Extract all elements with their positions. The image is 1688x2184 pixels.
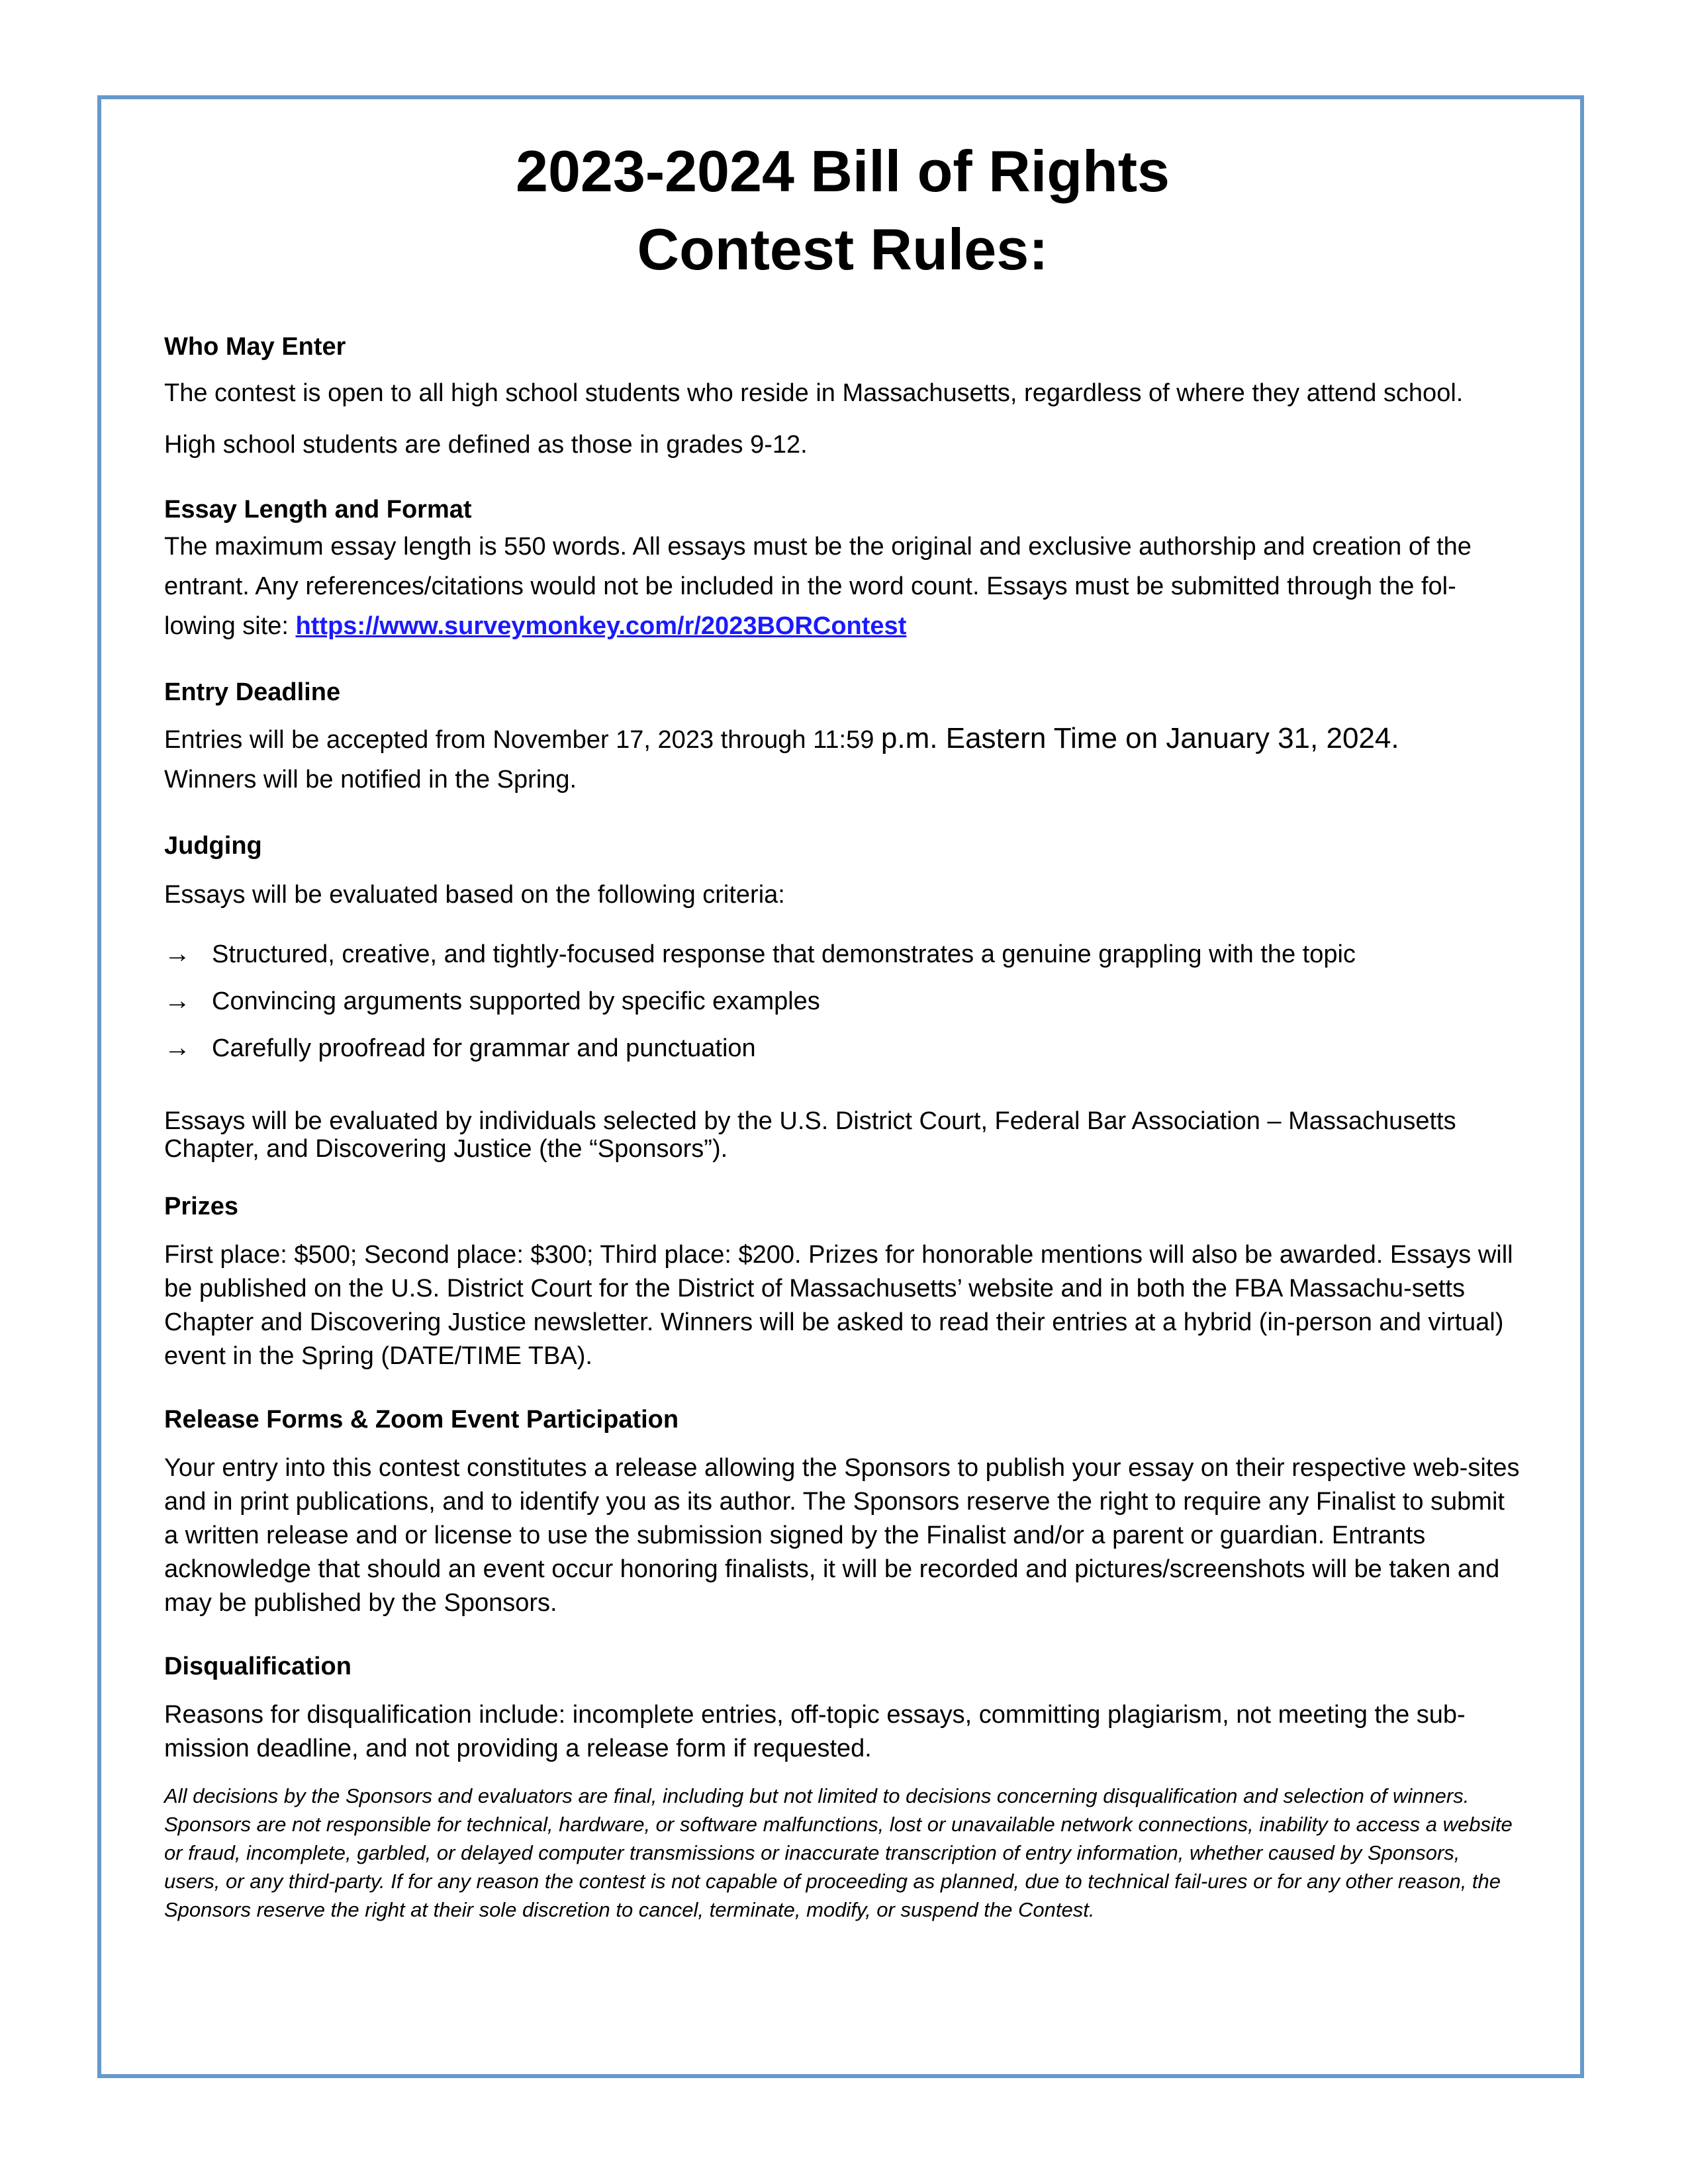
list-item — [164, 978, 1521, 1024]
heading-essay-format: Essay Length and Format — [164, 496, 472, 523]
heading-release-forms: Release Forms & Zoom Event Participation — [164, 1406, 679, 1433]
heading-prizes: Prizes — [164, 1193, 238, 1220]
who-paragraph-2: High school students are defined as those in grades 9-12. — [164, 431, 808, 459]
section-release-forms — [164, 1402, 1521, 1620]
arrow-right-icon: → — [164, 986, 191, 1015]
section-entry-deadline — [164, 675, 1521, 799]
criterion-text: Convincing arguments supported by specific examples — [212, 987, 820, 1015]
list-item — [164, 931, 1521, 978]
arrow-right-icon: → — [164, 939, 191, 968]
deadline-text-start: Entries will be accepted from November 17, 2023 through 11:59 — [164, 726, 881, 754]
release-paragraph: Your entry into this contest constitutes a release allowing the Sponsors to publish your essay on their respective web-sites and in print publications, and to identify you as its author. The Sponsors reserve the right to require any Finalist to submit a written release and or license to use the submission signed by the Finalist and/or a parent or guardian. Entrants acknowledge that should an event occur honoring finalists, it will be recorded and pictures/screenshots will be taken and may be published by the Sponsors. — [164, 1454, 1520, 1617]
who-paragraph-1: The contest is open to all high school students who reside in Massachusetts, regardless of where they attend school. — [164, 379, 1464, 407]
deadline-text-end: p.m. Eastern Time on January 31, 2024. — [880, 722, 1399, 754]
deadline-paragraph-1 — [164, 719, 1521, 760]
criteria-list — [164, 931, 1521, 1071]
judging-paragraph-2: Essays will be evaluated by individuals selected by the U.S. District Court, Federal Bar Association – Massachusetts Chapter, and Discovering Justice (the “Sponsors”). — [164, 1107, 1456, 1163]
title-line-1: 2023-2024 Bill of Rights — [516, 138, 1170, 204]
prizes-paragraph: First place: $500; Second place: $300; Third place: $200. Prizes for honorable mentions will also be awarded. Essays will be published on the U.S. District Court for the District of Massachusetts’ website and in both the FBA Massachu-setts Chapter and Discovering Justice newsletter. Winners will be asked to read their entries at a hybrid (in-person and virtual) event in the Spring (DATE/TIME TBA). — [164, 1241, 1513, 1370]
section-prizes — [164, 1189, 1521, 1373]
essay-paragraph — [164, 527, 1521, 646]
heading-judging: Judging — [164, 832, 262, 860]
title-line-2: Contest Rules: — [637, 216, 1049, 282]
heading-entry-deadline: Entry Deadline — [164, 678, 341, 706]
judging-intro: Essays will be evaluated based on the following criteria: — [164, 881, 785, 909]
document-body — [164, 132, 1521, 1924]
submission-link[interactable]: https://www.surveymonkey.com/r/2023BORContest — [295, 612, 907, 640]
section-judging — [164, 829, 1521, 1163]
disqualification-paragraph: Reasons for disqualification include: incomplete entries, off-topic essays, committing plagiarism, not meeting the sub-mission deadline, and not providing a release form if requested. — [164, 1701, 1466, 1762]
arrow-right-icon: → — [164, 1033, 191, 1062]
deadline-paragraph-2: Winners will be notified in the Spring. — [164, 766, 577, 794]
legal-disclaimer: All decisions by the Sponsors and evaluators are final, including but not limited to decisions concerning disqualification and selection of winners. Sponsors are not responsible for technical, hardware, or software malfunctions, lost or unavailable network connections, inability to access a website or fraud, incomplete, garbled, or delayed computer transmissions or inaccurate transcription of entry information, whether caused by Sponsors, users, or any third-party. If for any reason the contest is not capable of proceeding as planned, due to technical fail-ures or for any other reason, the Sponsors reserve the right at their sole discretion to cancel, terminate, modify, or suspend the Contest. — [164, 1784, 1513, 1921]
criterion-text: Structured, creative, and tightly-focused response that demonstrates a genuine grappling with the topic — [212, 940, 1356, 968]
section-essay-format — [164, 492, 1521, 646]
list-item — [164, 1024, 1521, 1071]
criterion-text: Carefully proofread for grammar and punctuation — [212, 1034, 756, 1062]
heading-who-may-enter: Who May Enter — [164, 333, 346, 361]
section-disqualification — [164, 1649, 1521, 1924]
section-who-may-enter — [164, 330, 1521, 465]
essay-text: The maximum essay length is 550 words. All essays must be the original and exclusive authorship and creation of the entrant. Any references/citations would not be included in the word count. Essays must be submitted through the fol-lowing site: — [164, 533, 1472, 640]
page-title — [164, 132, 1521, 289]
heading-disqualification: Disqualification — [164, 1653, 352, 1680]
